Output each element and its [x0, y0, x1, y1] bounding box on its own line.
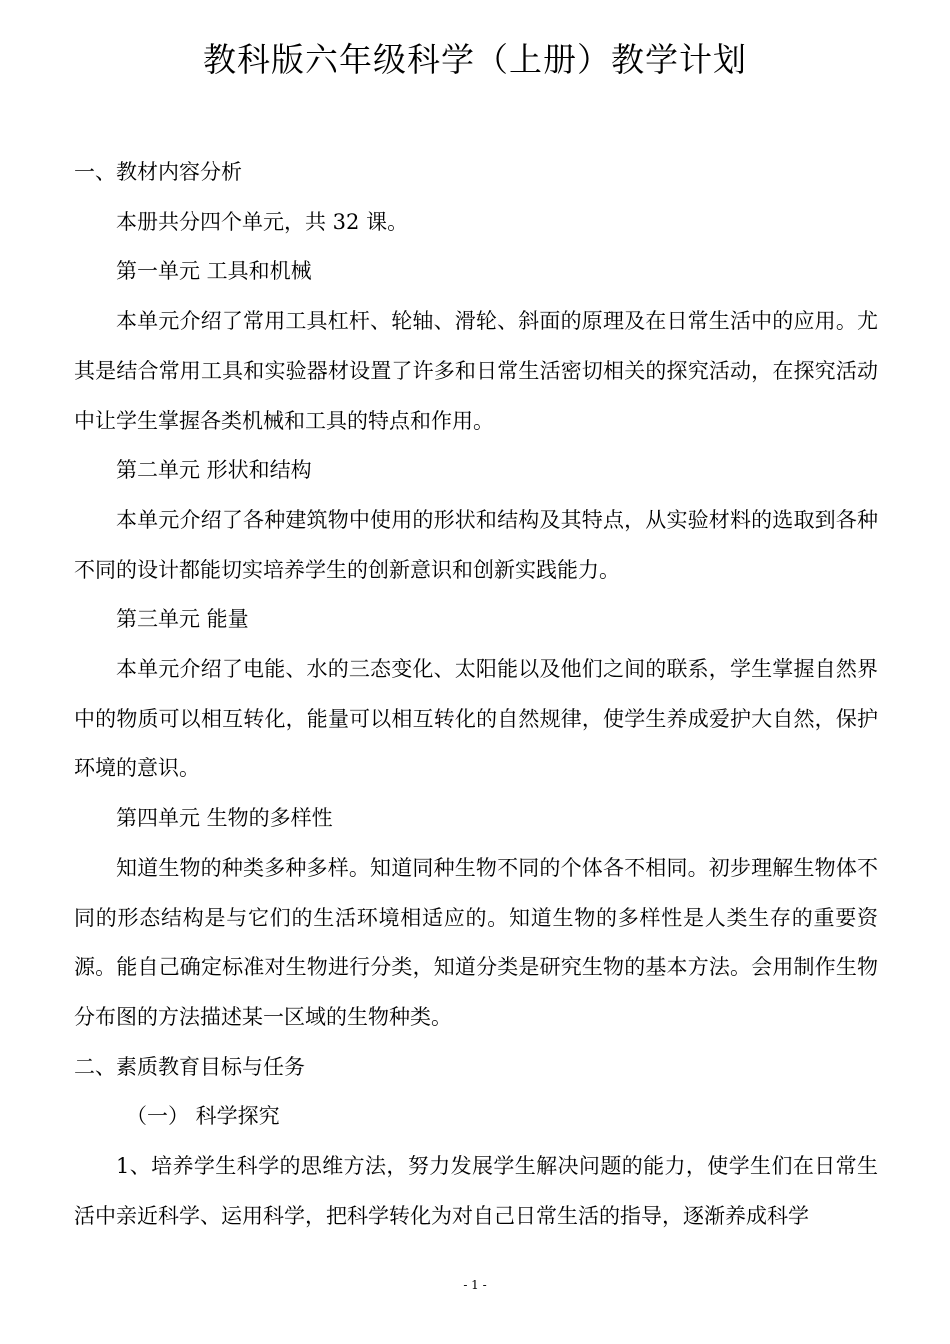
- document-title: 教科版六年级科学（上册）教学计划: [203, 40, 747, 79]
- unit-3-heading: 第三单元 能量: [116, 607, 249, 632]
- section-heading-2: 二、素质教育目标与任务: [74, 1054, 305, 1079]
- unit-2-heading: 第二单元 形状和结构: [116, 458, 312, 483]
- unit-2-text: 本单元介绍了各种建筑物中使用的形状和结构及其特点，从实验材料的选取到各种不同的设计都能切实培养学生的创新意识和创新实践能力。: [74, 507, 878, 582]
- section-heading-1: 一、教材内容分析: [74, 160, 242, 184]
- unit-1-text: 本单元介绍了常用工具杠杆、轮轴、滑轮、斜面的原理及在日常生活中的应用。尤其是结合常用工具和实验器材设置了许多和日常生活密切相关的探究活动，在探究活动中让学生掌握各类机械和工具的特点和作用。: [74, 309, 878, 433]
- page-number: - 1 -: [463, 1278, 487, 1292]
- unit-1-heading: 第一单元 工具和机械: [116, 259, 312, 284]
- paragraph-overview: 本册共分四个单元，共 32 课。: [116, 209, 409, 234]
- goal-item-1: 1、培养学生科学的思维方法，努力发展学生解决问题的能力，使学生们在日常生活中亲近科学、运用科学，把科学转化为对自己日常生活的指导，逐渐养成科学: [74, 1154, 878, 1228]
- unit-3-text: 本单元介绍了电能、水的三态变化、太阳能以及他们之间的联系，学生掌握自然界中的物质可以相互转化，能量可以相互转化的自然规律，使学生养成爱护大自然，保护环境的意识。: [74, 657, 878, 781]
- unit-4-heading: 第四单元 生物的多样性: [116, 806, 333, 831]
- document-body: [74, 148, 878, 1241]
- subsection-heading-1: （一） 科学探究: [126, 1104, 280, 1129]
- unit-4-text: 知道生物的种类多种多样。知道同种生物不同的个体各不相同。初步理解生物体不同的形态结构是与它们的生活环境相适应的。知道生物的多样性是人类生存的重要资源。能自己确定标准对生物进行分类，知道分类是研究生物的基本方法。会用制作生物分布图的方法描述某一区域的生物种类。: [74, 855, 878, 1029]
